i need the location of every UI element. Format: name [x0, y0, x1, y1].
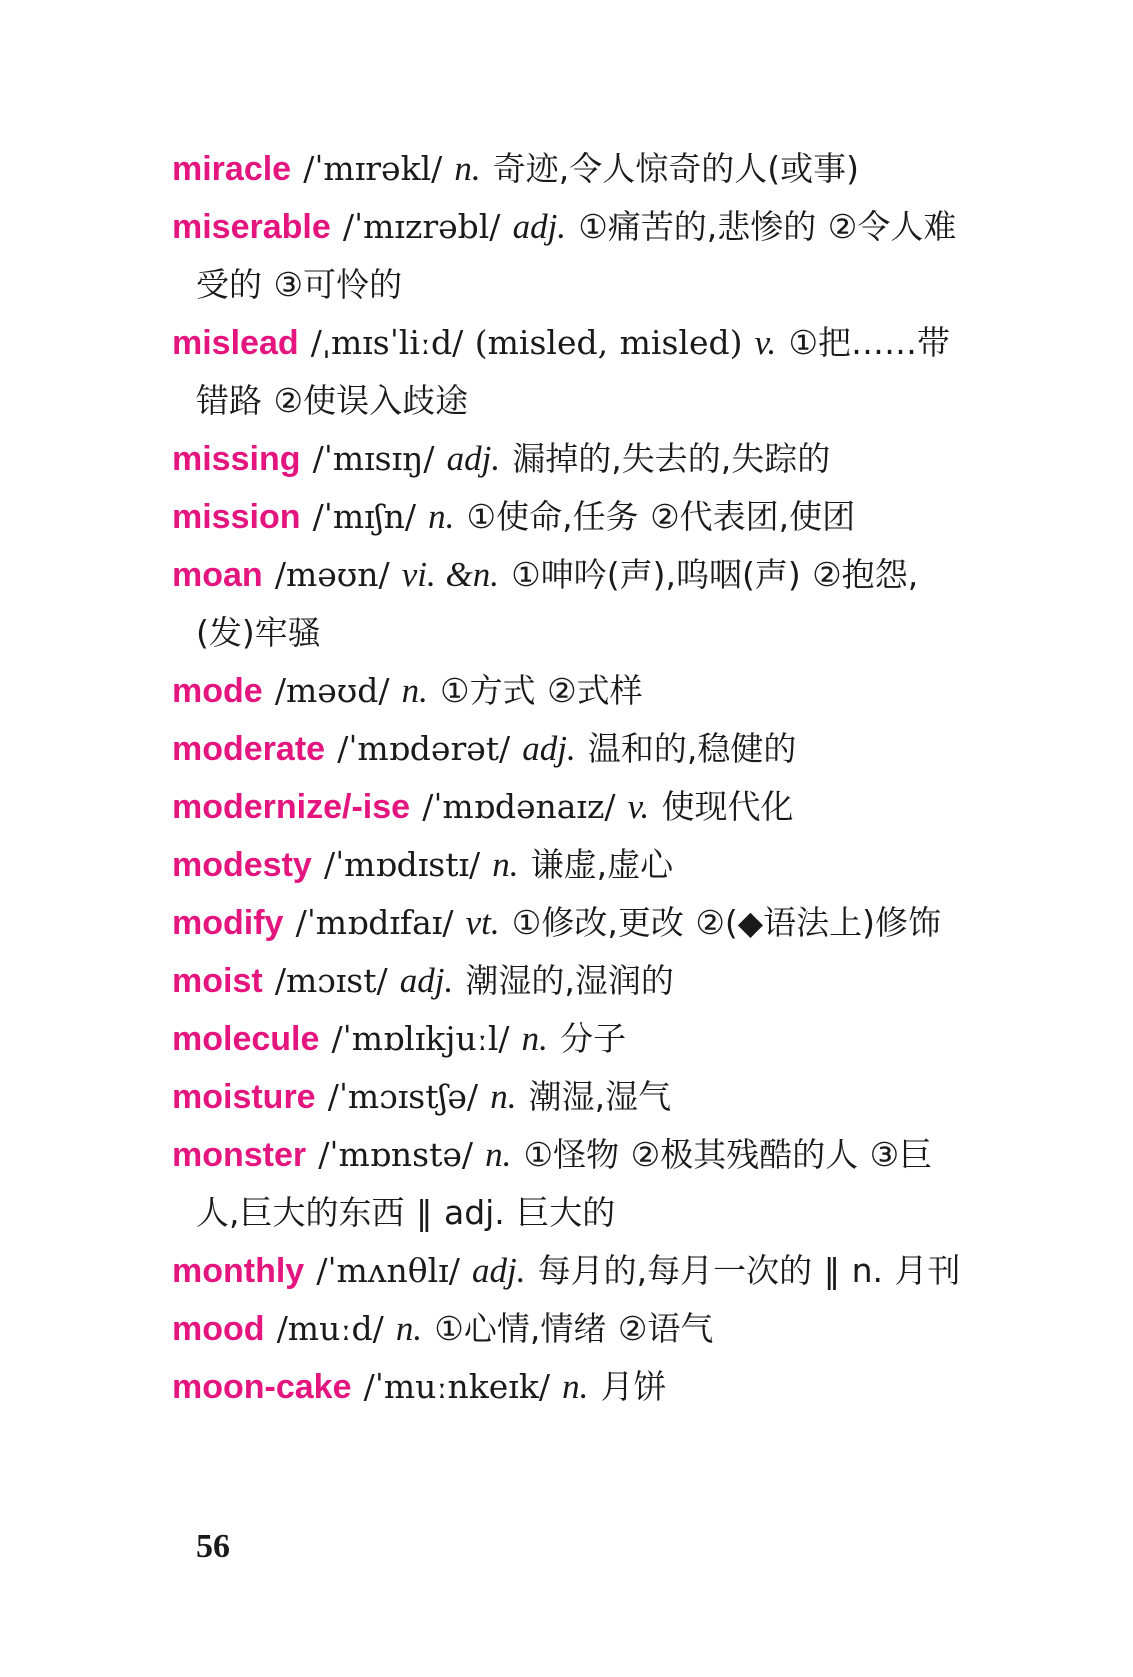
entry-list	[172, 140, 972, 1416]
definition: ①心情,情绪 ②语气	[434, 1309, 714, 1348]
definition: ①方式 ②式样	[440, 671, 643, 710]
entry	[172, 1242, 972, 1300]
definition: 谦虚,虚心	[530, 845, 674, 884]
part-of-speech: n.	[395, 1309, 423, 1348]
definition: 分子	[560, 1019, 627, 1058]
entry	[172, 662, 972, 720]
phonetic: /ˈmɒdɪfaɪ/	[295, 903, 454, 942]
part-of-speech: n.	[492, 845, 519, 884]
headword: moisture	[172, 1078, 316, 1116]
definition: 使现代化	[661, 787, 794, 826]
headword: monster	[172, 1136, 307, 1174]
entry	[172, 952, 972, 1010]
phonetic: /ˈmɪrəkl/	[303, 149, 443, 188]
entry	[172, 1010, 972, 1068]
phonetic: /ˈmʌnθlɪ/	[316, 1251, 460, 1290]
definition: 月饼	[600, 1367, 667, 1406]
phonetic: /muːd/	[276, 1309, 384, 1348]
phonetic: /ˈmɒdərət/	[337, 729, 511, 768]
part-of-speech: adj.	[446, 439, 501, 478]
part-of-speech: n.	[490, 1077, 517, 1116]
part-of-speech: adj.	[471, 1251, 526, 1290]
phonetic: /ˈmɒdɪstɪ/	[323, 845, 481, 884]
phonetic: /ˌmɪsˈliːd/ (misled, misled)	[310, 323, 743, 362]
phonetic: /ˈmɒlɪkjuːl/	[331, 1019, 510, 1058]
part-of-speech: n.	[562, 1367, 589, 1406]
headword: mission	[172, 498, 301, 536]
headword: mood	[172, 1310, 265, 1348]
headword: moist	[172, 962, 263, 1000]
entry	[172, 198, 972, 314]
part-of-speech: n.	[401, 671, 428, 710]
phonetic: /ˈmɒdənaɪz/	[422, 787, 616, 826]
headword: mislead	[172, 324, 299, 362]
part-of-speech: vt.	[465, 903, 500, 942]
phonetic: /məʊd/	[274, 671, 390, 710]
entry	[172, 314, 972, 430]
part-of-speech: adj.	[512, 207, 567, 246]
entry	[172, 430, 972, 488]
part-of-speech: adj.	[399, 961, 454, 1000]
headword: moan	[172, 556, 263, 594]
phonetic: /ˈmɪʃn/	[312, 497, 416, 536]
entry	[172, 778, 972, 836]
headword: modesty	[172, 846, 312, 884]
entry	[172, 546, 972, 662]
definition: ①呻吟(声),呜咽(声) ②抱怨,(发)牢骚	[196, 555, 919, 652]
phonetic: /ˈmɪsɪŋ/	[312, 439, 435, 478]
headword: moderate	[172, 730, 326, 768]
headword: miserable	[172, 208, 331, 246]
part-of-speech: n.	[454, 149, 481, 188]
headword: modify	[172, 904, 284, 942]
headword: modernize/-ise	[172, 788, 411, 826]
headword: moon-cake	[172, 1368, 352, 1406]
definition: ①使命,任务 ②代表团,使团	[466, 497, 856, 536]
part-of-speech: v.	[754, 323, 777, 362]
headword: molecule	[172, 1020, 320, 1058]
entry	[172, 836, 972, 894]
phonetic: /ˈmɔɪstʃə/	[327, 1077, 479, 1116]
definition: 潮湿,湿气	[528, 1077, 672, 1116]
entry	[172, 1300, 972, 1358]
phonetic: /mɔɪst/	[274, 961, 388, 1000]
entry	[172, 1068, 972, 1126]
part-of-speech: v.	[627, 787, 650, 826]
entry	[172, 140, 972, 198]
headword: mode	[172, 672, 263, 710]
headword: missing	[172, 440, 301, 478]
definition: ①修改,更改 ②(◆语法上)修饰	[511, 903, 942, 942]
definition: ①把……带错路 ②使误入歧途	[196, 323, 951, 420]
part-of-speech: vi. &n.	[401, 555, 499, 594]
phonetic: /ˈmɒnstə/	[318, 1135, 473, 1174]
entry	[172, 720, 972, 778]
headword: miracle	[172, 150, 292, 188]
part-of-speech: n.	[521, 1019, 548, 1058]
definition: 漏掉的,失去的,失踪的	[512, 439, 831, 478]
definition: 潮湿的,湿润的	[465, 961, 674, 1000]
entry	[172, 894, 972, 952]
definition: 奇迹,令人惊奇的人(或事)	[492, 149, 860, 188]
definition: 温和的,稳健的	[587, 729, 797, 768]
phonetic: /ˈmuːnkeɪk/	[363, 1367, 550, 1406]
definition: 每月的,每月一次的 ‖ n. 月刊	[537, 1251, 961, 1290]
part-of-speech: n.	[428, 497, 455, 536]
entry	[172, 1358, 972, 1416]
entry	[172, 488, 972, 546]
part-of-speech: n.	[485, 1135, 512, 1174]
headword: monthly	[172, 1252, 305, 1290]
definition: ①怪物 ②极其残酷的人 ③巨人,巨大的东西 ‖ adj. 巨大的	[196, 1135, 933, 1232]
definition: ①痛苦的,悲惨的 ②令人难受的 ③可怜的	[196, 207, 957, 304]
page-number: 56	[196, 1528, 230, 1565]
entry	[172, 1126, 972, 1242]
part-of-speech: adj.	[522, 729, 576, 768]
phonetic: /ˈmɪzrəbl/	[342, 207, 501, 246]
phonetic: /məʊn/	[274, 555, 390, 594]
